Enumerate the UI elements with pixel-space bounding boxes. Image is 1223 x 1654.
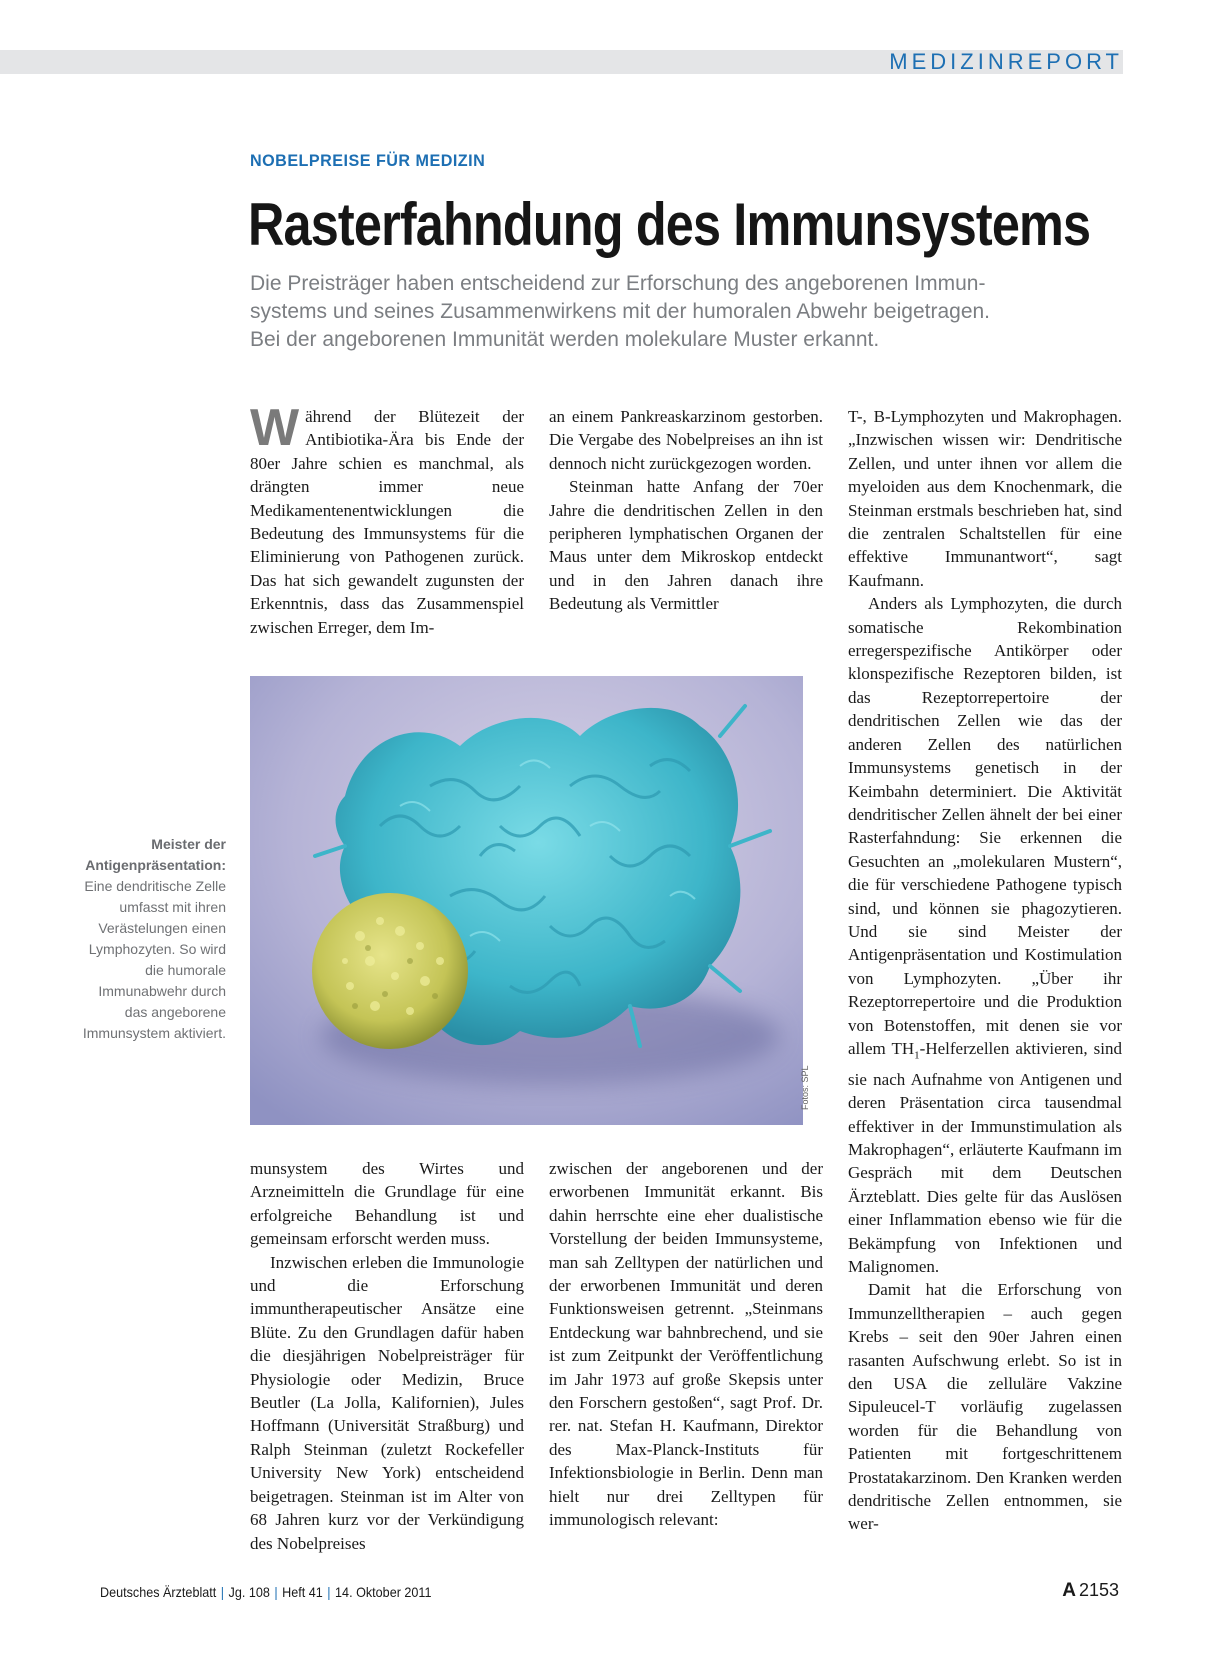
body-paragraph	[250, 399, 524, 639]
body-paragraph: Inzwischen erleben die Immunologie und die Erforschung immuntherapeutischer Ansätze eine Blüte. Zu den Grundlagen dafür haben die diesjährigen Nobelpreisträger für Physiologie oder Medizin, Bruce Beutler (La Jolla, Kalifornien), Jules Hoffmann (Universität Straßburg) und Ralph Steinman (zuletzt Rockefeller University New York) entscheidend beigetragen. Steinman ist im Alter von 68 Jahren kurz vor der Verkündigung des Nobelpreises	[250, 1252, 524, 1553]
cell-micrograph	[250, 676, 803, 1125]
lead-line: Bei der angeborenen Immunität werden molekulare Muster erkannt.	[250, 328, 880, 351]
footer-separator: |	[327, 1584, 331, 1600]
article-kicker: NOBELPREISE FÜR MEDIZIN	[250, 151, 486, 170]
column-1-top	[250, 399, 524, 639]
footer-separator: |	[274, 1584, 278, 1600]
lead-line: Die Preisträger haben entscheidend zur Erforschung des angeborenen Immun-	[250, 272, 986, 295]
footer	[100, 1584, 431, 1600]
section-label: MEDIZINREPORT	[889, 49, 1123, 74]
drop-cap: W	[250, 399, 300, 457]
figure-caption	[80, 834, 226, 1044]
article-lead	[250, 270, 1140, 354]
subscript: 1	[914, 1049, 920, 1062]
journal-volume: Jg. 108	[228, 1584, 270, 1600]
body-paragraph: zwischen der angeborenen und der erworbenen Immunität erkannt. Bis dahin herrschte eine eher dualistische Vorstellung der beiden Immunsysteme, man sah Zelltypen der natürlichen und der erworbenen Immunität und deren Funktionsweisen getrennt. „Steinmans Entdeckung war bahnbrechend, und sie ist zum Zeitpunkt der Veröffentlichung im Jahr 1973 auf große Skepsis unter den Forschern gestoßen“, sagt Prof. Dr. rer. nat. Stefan H. Kaufmann, Direktor des Max-Planck-Instituts für Infektionsbiologie in Berlin. Denn man hielt nur drei Zelltypen für immunologisch relevant:	[549, 1159, 823, 1530]
column-2-top	[549, 405, 823, 616]
body-text: ährend der Blütezeit der Antibiotika-Ära bis Ende der 80er Jahre schien es manchmal, als drängten immer neue Medikamentenentwicklungen die Bedeutung des Immunsystems für die Eliminierung von Pathogenen zurück. Das hat sich gewandelt zugunsten der Erkenntnis, dass das Zusammenspiel zwischen Erreger, dem Im-	[250, 407, 524, 637]
body-paragraph: T-, B-Lymphozyten und Makrophagen. „Inzwischen wissen wir: Dendritische Zellen, und unter ihnen vor allem die myeloiden aus dem Knochenmark, die Steinman erstmals beschrieben hat, sind die zentralen Schaltstellen für eine effektive Immunantwort“, sagt Kaufmann.	[848, 407, 1122, 590]
footer-separator: |	[220, 1584, 225, 1600]
column-3	[848, 405, 1122, 1536]
photo-credit: Fotos: SPL	[800, 1065, 810, 1110]
caption-title: Meister der Antigenpräsentation:	[85, 836, 226, 873]
body-text: -Helferzellen aktivieren, sind sie nach Aufnahme von Antigenen und deren Präsentation circa tausendmal effektiver in der Immunstimulation als Makrophagen“, erläuterte Kaufmann im Gespräch mit dem Deutschen Ärzteblatt. Dies gelte für das Auslösen einer Inflammation ebenso wie für die Bekämpfung von Infektionen und Malignomen.	[848, 1038, 1122, 1277]
body-paragraph: munsystem des Wirtes und Arzneimitteln die Grundlage für eine erfolgreiche Behandlung ist und gemeinsam erforscht werden muss.	[250, 1159, 524, 1249]
column-2-bottom	[549, 1157, 823, 1532]
page-number-value: 2153	[1078, 1580, 1119, 1600]
column-1-bottom	[250, 1157, 524, 1555]
issue-date: 14. Oktober 2011	[335, 1584, 432, 1600]
body-paragraph	[848, 592, 1122, 1278]
page-prefix: A	[1062, 1580, 1076, 1601]
body-paragraph: Steinman hatte Anfang der 70er Jahre die dendritischen Zellen in den peripheren lymphatischen Organen der Maus unter dem Mikroskop entdeckt und in den Jahren danach ihre Bedeutung als Vermittler	[549, 477, 823, 614]
micrograph-illustration	[250, 676, 803, 1125]
body-text: Anders als Lymphozyten, die durch somatische Rekombination erregerspezifische Antikörper oder klonspezifische Rezeptoren bilden, ist das Rezeptorrepertoire der dendritischen Zellen wie das der anderen Zellen des natürlichen Immunsystems genetisch in der Keimbahn determiniert. Die Aktivität dendritischer Zellen ähnelt der bei einer Rasterfahndung: Sie erkennen die Gesuchten an „molekularen Mustern“, die für verschiedene Pathogene typisch sind, und können sie phagozytieren. Und sie sind Meister der Antigenpräsentation und Kostimulation von Lymphozyten. „Über ihr Rezeptorrepertoire und die Produktion von Botenstoffen, mit denen sie vor allem TH	[848, 594, 1122, 1058]
body-paragraph: Damit hat die Erforschung von Immunzelltherapien – auch gegen Krebs – seit den 90er Jahren einen rasanten Aufschwung erlebt. So ist in den USA die zelluläre Vakzine Sipuleucel-T vorläufig zugelassen worden für die Behandlung von Patienten mit fortgeschrittenem Prostatakarzinom. Den Kranken werden dendritische Zellen entnommen, sie wer-	[848, 1280, 1122, 1534]
article-title: Rasterfahndung des Immunsystems	[248, 191, 1091, 258]
body-paragraph: an einem Pankreaskarzinom gestorben. Die Vergabe des Nobelpreises an ihn ist dennoch nicht zurückgezogen worden.	[549, 407, 823, 473]
caption-text: Eine dendritische Zelle umfasst mit ihren Verästelungen einen Lymphozyten. So wird die humorale Immunabwehr durch das angeborene Immunsystem aktiviert.	[82, 878, 226, 1041]
journal-issue: Heft 41	[282, 1584, 323, 1600]
journal-name: Deutsches Ärzteblatt	[100, 1584, 217, 1600]
lead-line: systems und seines Zusammenwirkens mit der humoralen Abwehr beigetragen.	[250, 300, 991, 323]
page-number	[1062, 1580, 1119, 1602]
